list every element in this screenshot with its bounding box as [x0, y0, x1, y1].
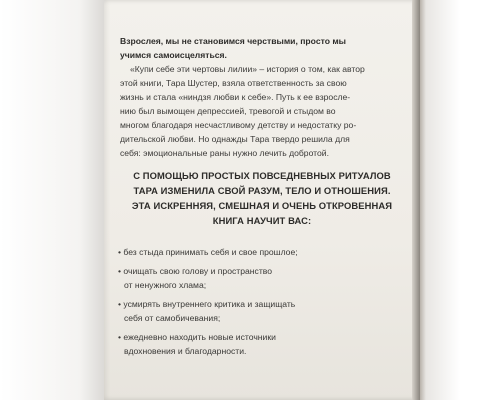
- lead-sentence: [120, 34, 400, 62]
- list-item-line: себя от самобичевания;: [124, 313, 221, 323]
- intro-line: дительской любви. Но однажды Тара твердо решила для: [120, 134, 350, 144]
- list-item-line: от ненужного хлама;: [124, 280, 207, 290]
- lead-line: учимся самоисцеляться.: [120, 50, 227, 60]
- benefits-list: [118, 245, 398, 363]
- lead-line: Взрослея, мы не становимся черствыми, просто мы: [120, 36, 347, 46]
- list-item-line: • без стыда принимать себя и свое прошлое;: [118, 247, 298, 257]
- intro-line: многом благодаря несчастливому детству и недостатку ро-: [120, 120, 357, 130]
- background-right: [420, 0, 500, 400]
- headline-line: С ПОМОЩЬЮ ПРОСТЫХ ПОВСЕДНЕВНЫХ РИТУАЛОВ: [133, 170, 391, 181]
- intro-line: жизнь и стала «ниндзя любви к себе». Путь к ее взросле-: [120, 92, 351, 102]
- list-item: [118, 264, 398, 292]
- list-item: [118, 245, 398, 259]
- headline-line: КНИГА НАУЧИТ ВАС:: [212, 215, 312, 226]
- list-item-line: вдохновения и благодарности.: [124, 346, 247, 356]
- book-edge: [412, 0, 420, 400]
- intro-line: себя: эмоциональные раны нужно лечить добротой.: [120, 148, 329, 158]
- list-item-line: • очищать свою голову и пространство: [118, 266, 273, 276]
- background-left: [0, 0, 106, 400]
- intro-paragraph: [120, 34, 400, 160]
- list-item-line: • усмирять внутреннего критика и защищать: [118, 299, 296, 309]
- list-item: [118, 297, 398, 325]
- intro-line: нию был вымощен депрессией, тревогой и стыдом во: [120, 106, 336, 116]
- headline-line: ЭТА ИСКРЕННЯЯ, СМЕШНАЯ И ОЧЕНЬ ОТКРОВЕННАЯ: [131, 200, 393, 211]
- headline-line: ТАРА ИЗМЕНИЛА СВОЙ РАЗУМ, ТЕЛО И ОТНОШЕНИЯ.: [133, 185, 391, 196]
- intro-line: «Купи себе эти чертовы лилии» – история о том, как автор: [130, 64, 365, 74]
- intro-line: этой книги, Тара Шустер, взяла ответственность за свою: [120, 78, 347, 88]
- list-item-line: • ежедневно находить новые источники: [118, 332, 276, 342]
- headline-block: [117, 168, 407, 228]
- list-item: [118, 330, 398, 358]
